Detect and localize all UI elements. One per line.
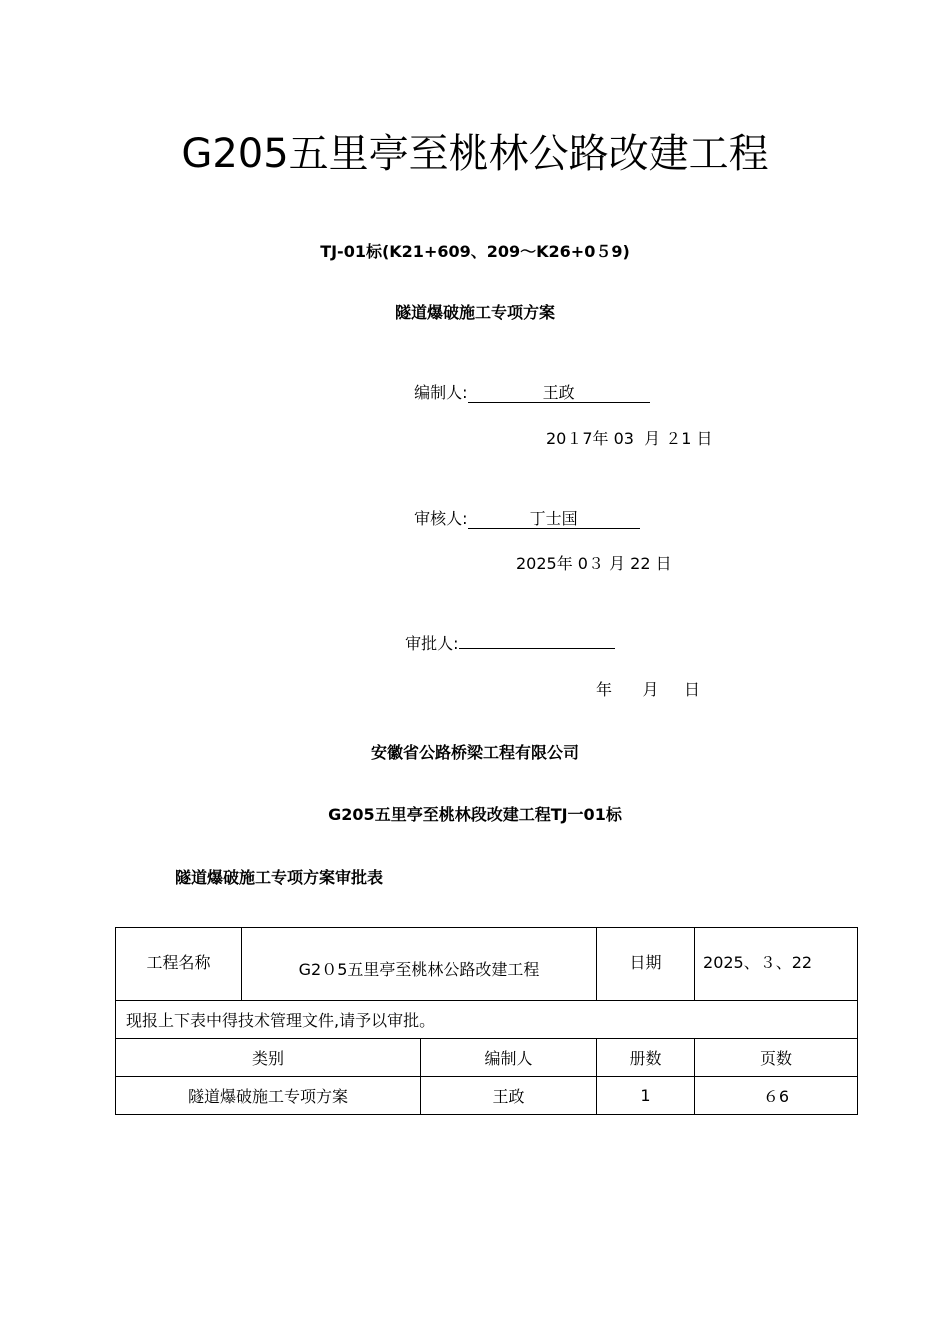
row-category: 隧道爆破施工专项方案 [116,1077,421,1115]
compiler-name: 王政 [468,384,650,403]
row-volumes: 1 [597,1077,695,1115]
row-pages: ６6 [695,1077,858,1115]
reviewer-row [404,494,640,529]
approver-label: 审批人: [405,634,459,653]
table-header-row [116,1039,858,1077]
reviewer-date: 2025年 0３ 月 22 日 [516,554,672,573]
header-compiler: 编制人 [421,1039,597,1077]
header-volumes: 册数 [597,1039,695,1077]
approval-table [115,927,858,1115]
row-compiler: 王政 [421,1077,597,1115]
approver-row [395,620,615,652]
table-row [116,1077,858,1115]
company-name: 安徽省公路桥梁工程有限公司 [370,743,579,762]
form-title: 隧道爆破施工专项方案审批表 [175,868,384,887]
compiler-label: 编制人: [414,383,468,402]
document-title: G205五里亭至桃林公路改建工程 [181,131,769,177]
reviewer-label: 审核人: [414,509,468,528]
plan-name: 隧道爆破施工专项方案 [394,303,555,322]
section-code: TJ-01标(K21+609、209～K26+0５9) [320,242,630,261]
header-category: 类别 [116,1039,421,1077]
date-value: 2025、３、22 [695,928,858,1001]
project-name-label: 工程名称 [116,928,242,1001]
approver-date: 年 月 日 [596,680,700,699]
reviewer-name: 丁士国 [468,510,640,529]
date-label: 日期 [597,928,695,1001]
approver-name [459,648,615,649]
compiler-row [404,368,650,403]
submission-note: 现报上下表中得技术管理文件,请予以审批。 [116,1001,858,1039]
compiler-date: 20１7年 03 月 ２1 日 [546,429,713,448]
project-name-value: G2０5五里亭至桃林公路改建工程 [242,928,597,1001]
project-section: G205五里亭至桃林段改建工程TJ一01标 [328,805,622,824]
header-pages: 页数 [695,1039,858,1077]
